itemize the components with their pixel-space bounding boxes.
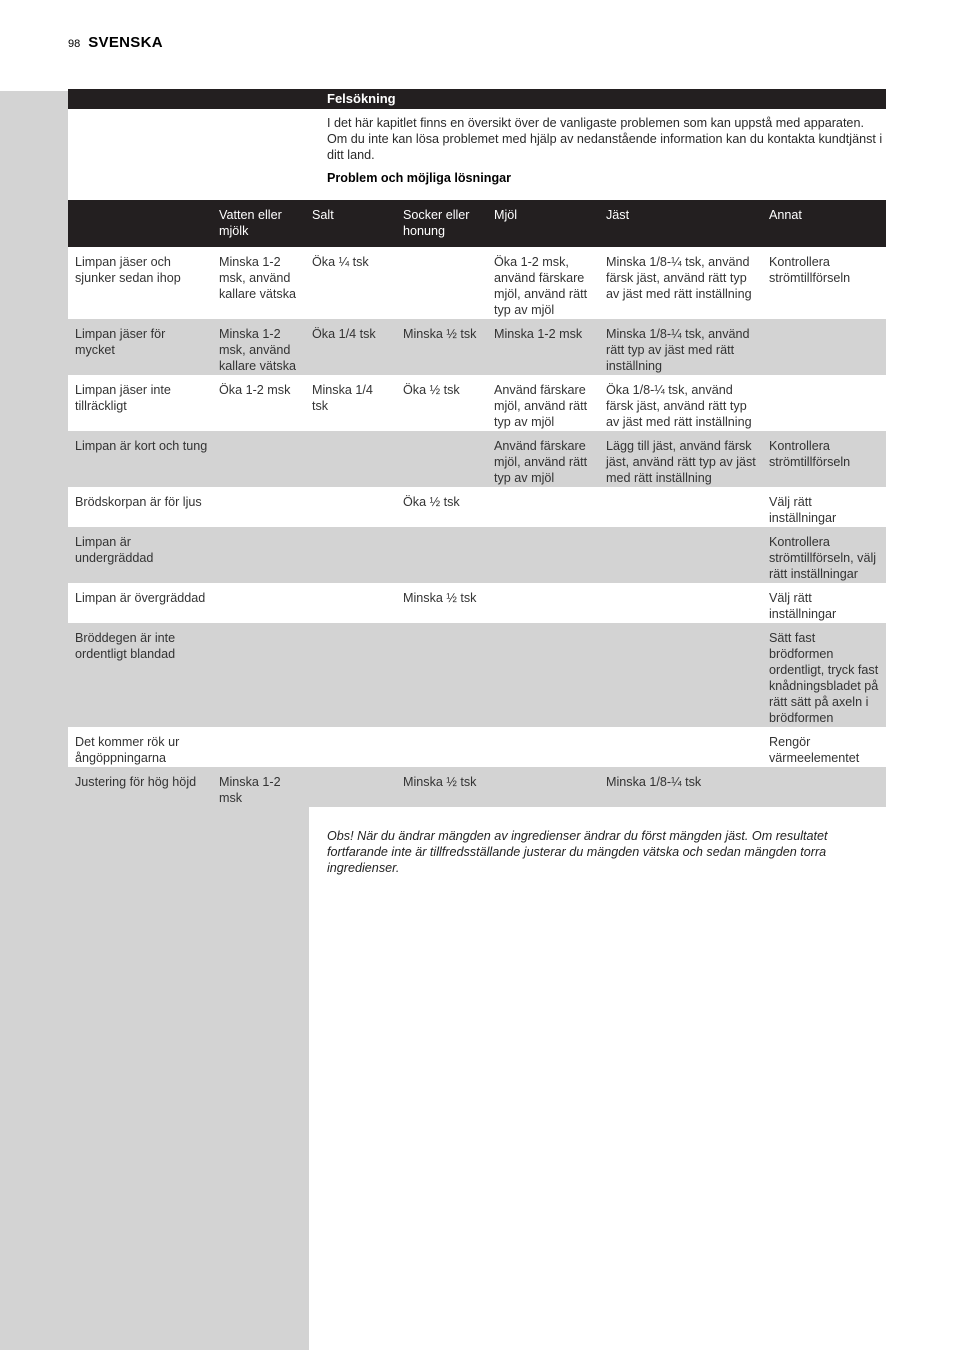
language-title: SVENSKA <box>88 34 163 51</box>
salt-cell <box>305 527 396 583</box>
other-cell <box>762 375 886 431</box>
other-cell: Välj rätt inställningar <box>762 487 886 527</box>
salt-cell <box>305 727 396 767</box>
sugar-cell: Minska ½ tsk <box>396 767 487 807</box>
page-header <box>68 34 163 51</box>
table-subheading: Problem och möjliga lösningar <box>327 171 512 185</box>
yeast-cell: Lägg till jäst, använd färsk jäst, använd rätt typ av jäst med rätt inställning <box>599 431 762 487</box>
salt-cell <box>305 583 396 623</box>
water-cell: Minska 1-2 msk, använd kallare vätska <box>212 247 305 319</box>
other-cell: Sätt fast brödformen ordentligt, tryck fast knådningsbladet på rätt sätt på axeln i brödformen <box>762 623 886 727</box>
salt-cell: Öka 1/4 tsk <box>305 319 396 375</box>
salt-cell <box>305 431 396 487</box>
table-row <box>68 431 886 487</box>
table-row <box>68 375 886 431</box>
other-cell <box>762 767 886 807</box>
header-cell-water: Vatten eller mjölk <box>212 200 305 247</box>
water-cell: Öka 1-2 msk <box>212 375 305 431</box>
water-cell <box>212 623 305 727</box>
salt-cell <box>305 767 396 807</box>
flour-cell <box>487 623 599 727</box>
sugar-cell: Minska ½ tsk <box>396 319 487 375</box>
problem-cell: Bröddegen är inte ordentligt blandad <box>68 623 212 727</box>
other-cell <box>762 319 886 375</box>
table-row <box>68 583 886 623</box>
sugar-cell <box>396 623 487 727</box>
water-cell <box>212 431 305 487</box>
table-row <box>68 247 886 319</box>
header-cell-sugar: Socker eller honung <box>396 200 487 247</box>
flour-cell <box>487 487 599 527</box>
water-cell <box>212 583 305 623</box>
sugar-cell: Öka ½ tsk <box>396 487 487 527</box>
sugar-cell <box>396 431 487 487</box>
table-row <box>68 767 886 807</box>
intro-paragraph: I det här kapitlet finns en översikt över de vanligaste problemen som kan uppstå med apparaten. Om du inte kan lösa problemet med hjälp av nedanstående information kan du kontakta kundtjänst i ditt land. <box>327 116 883 162</box>
yeast-cell <box>599 727 762 767</box>
yeast-cell <box>599 583 762 623</box>
flour-cell: Använd färskare mjöl, använd rätt typ av mjöl <box>487 431 599 487</box>
problem-cell: Limpan är undergräddad <box>68 527 212 583</box>
yeast-cell: Öka 1/8-¼ tsk, använd färsk jäst, använd rätt typ av jäst med rätt inställning <box>599 375 762 431</box>
water-cell <box>212 527 305 583</box>
table-row <box>68 623 886 727</box>
yeast-cell: Minska 1/8-¼ tsk, använd färsk jäst, använd rätt typ av jäst med rätt inställning <box>599 247 762 319</box>
header-cell-problem <box>68 200 212 247</box>
other-cell: Rengör värmeelementet <box>762 727 886 767</box>
flour-cell: Använd färskare mjöl, använd rätt typ av mjöl <box>487 375 599 431</box>
flour-cell <box>487 583 599 623</box>
other-cell: Kontrollera strömtillförseln, välj rätt inställningar <box>762 527 886 583</box>
problem-cell: Limpan jäser inte tillräckligt <box>68 375 212 431</box>
section-title: Felsökning <box>327 91 396 106</box>
sugar-cell: Öka ½ tsk <box>396 375 487 431</box>
yeast-cell <box>599 487 762 527</box>
other-cell: Kontrollera strömtillförseln <box>762 247 886 319</box>
flour-cell <box>487 527 599 583</box>
problem-cell: Brödskorpan är för ljus <box>68 487 212 527</box>
table-header-row <box>68 200 886 247</box>
flour-cell <box>487 727 599 767</box>
problem-cell: Det kommer rök ur ångöppningarna <box>68 727 212 767</box>
table-row <box>68 319 886 375</box>
table-row <box>68 487 886 527</box>
flour-cell <box>487 767 599 807</box>
other-cell: Kontrollera strömtillförseln <box>762 431 886 487</box>
problem-cell: Limpan jäser och sjunker sedan ihop <box>68 247 212 319</box>
salt-cell <box>305 487 396 527</box>
troubleshooting-table <box>68 200 886 807</box>
header-cell-other: Annat <box>762 200 886 247</box>
other-cell: Välj rätt inställningar <box>762 583 886 623</box>
flour-cell: Minska 1-2 msk <box>487 319 599 375</box>
problem-cell: Justering för hög höjd <box>68 767 212 807</box>
problem-cell: Limpan är övergräddad <box>68 583 212 623</box>
flour-cell: Öka 1-2 msk, använd färskare mjöl, använd rätt typ av mjöl <box>487 247 599 319</box>
sugar-cell <box>396 247 487 319</box>
water-cell: Minska 1-2 msk, använd kallare vätska <box>212 319 305 375</box>
water-cell <box>212 487 305 527</box>
header-cell-flour: Mjöl <box>487 200 599 247</box>
table-row <box>68 727 886 767</box>
water-cell <box>212 727 305 767</box>
yeast-cell: Minska 1/8-¼ tsk <box>599 767 762 807</box>
problem-cell: Limpan jäser för mycket <box>68 319 212 375</box>
page-number: 98 <box>68 38 81 50</box>
yeast-cell <box>599 527 762 583</box>
yeast-cell <box>599 623 762 727</box>
salt-cell: Öka ¼ tsk <box>305 247 396 319</box>
water-cell: Minska 1-2 msk <box>212 767 305 807</box>
margin-white-strip <box>68 109 309 201</box>
note-paragraph: Obs! När du ändrar mängden av ingredienser ändrar du först mängden jäst. Om resultatet fortfarande inte är tillfredsställande justerar du mängden vätska och sedan mängden torra ingredienser. <box>327 829 828 875</box>
sugar-cell <box>396 527 487 583</box>
problem-cell: Limpan är kort och tung <box>68 431 212 487</box>
salt-cell: Minska 1/4 tsk <box>305 375 396 431</box>
sugar-cell: Minska ½ tsk <box>396 583 487 623</box>
header-cell-salt: Salt <box>305 200 396 247</box>
salt-cell <box>305 623 396 727</box>
section-title-bar <box>68 89 886 109</box>
table-row <box>68 527 886 583</box>
header-cell-yeast: Jäst <box>599 200 762 247</box>
yeast-cell: Minska 1/8-¼ tsk, använd rätt typ av jäst med rätt inställning <box>599 319 762 375</box>
sugar-cell <box>396 727 487 767</box>
